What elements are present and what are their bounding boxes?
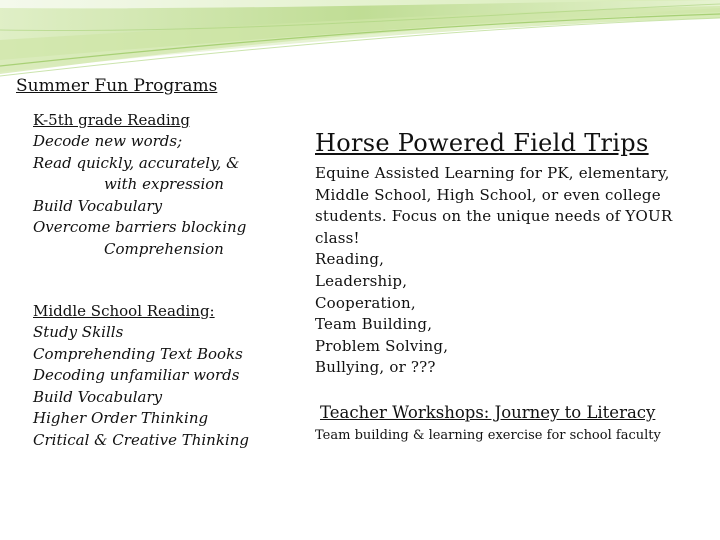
middle-school-item: Critical & Creative Thinking <box>33 430 249 449</box>
k5-reading-item: Comprehension <box>104 239 224 258</box>
page-title: Summer Fun Programs <box>16 76 218 96</box>
k5-reading-list <box>33 131 303 260</box>
middle-school-item: Comprehending Text Books <box>33 344 243 363</box>
k5-reading-item: Read quickly, accurately, & <box>33 153 240 172</box>
k5-reading-item: Overcome barriers blocking <box>33 218 247 236</box>
k5-reading-item: Build Vocabulary <box>33 196 163 215</box>
middle-school-item: Higher Order Thinking <box>33 409 209 427</box>
middle-school-item: Study Skills <box>33 323 124 341</box>
field-trip-topic: Problem Solving, <box>315 336 449 355</box>
field-trip-topic: Team Building, <box>315 315 433 334</box>
teacher-workshops-text: Team building & learning exercise for school faculty <box>315 427 661 443</box>
left-column <box>33 110 303 451</box>
k5-reading-heading: K-5th grade Reading <box>33 111 190 129</box>
field-trips-topics <box>315 249 710 379</box>
field-trips-description: Equine Assisted Learning for PK, elementary, Middle School, High School, or even college students. Focus on the unique needs of YOUR class! <box>315 164 673 247</box>
k5-reading-section <box>33 110 303 260</box>
middle-school-list <box>33 322 303 451</box>
k5-reading-item: with expression <box>104 175 224 193</box>
field-trip-topic: Cooperation, <box>315 293 416 312</box>
middle-school-item: Build Vocabulary <box>33 387 163 406</box>
middle-school-section <box>33 301 303 451</box>
middle-school-heading: Middle School Reading: <box>33 302 215 320</box>
teacher-workshops-heading: Teacher Workshops: Journey to Literacy <box>320 402 656 422</box>
field-trip-topic: Reading, <box>315 250 385 269</box>
right-column <box>315 126 710 446</box>
middle-school-item: Decoding unfamiliar words <box>33 366 240 384</box>
k5-reading-item: Decode new words; <box>33 132 183 150</box>
field-trip-topic: Leadership, <box>315 271 408 290</box>
field-trip-topic: Bullying, or ??? <box>315 358 436 377</box>
field-trips-heading: Horse Powered Field Trips <box>315 129 649 157</box>
